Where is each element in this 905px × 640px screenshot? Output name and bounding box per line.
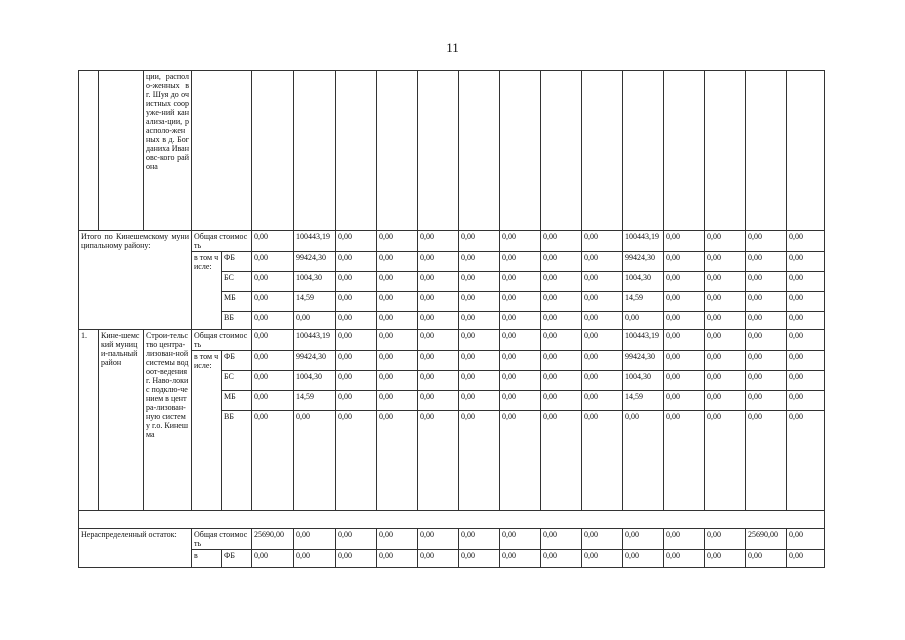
value-cell: 0,00	[377, 529, 418, 550]
value-cell: 0,00	[459, 391, 500, 411]
value-cell: 0,00	[377, 411, 418, 511]
value-cell: 0,00	[746, 272, 787, 292]
table-row	[79, 529, 825, 550]
cost-label-cell	[192, 71, 252, 231]
value-cell: 0,00	[664, 330, 705, 351]
value-cell: 0,00	[418, 351, 459, 371]
value-cell: 0,00	[582, 231, 623, 252]
value-cell: 0,00	[623, 411, 664, 511]
value-cell: 25690,00	[746, 529, 787, 550]
value-cell: 0,00	[541, 529, 582, 550]
value-cell: 0,00	[664, 292, 705, 312]
number-cell: 1.	[79, 330, 99, 511]
value-cell: 0,00	[705, 272, 746, 292]
value-cell: 0,00	[500, 391, 541, 411]
value-cell: 0,00	[252, 351, 294, 371]
value-cell: 0,00	[541, 330, 582, 351]
value-cell: 0,00	[500, 411, 541, 511]
value-cell: 1004,30	[294, 272, 336, 292]
value-cell: 0,00	[500, 292, 541, 312]
value-cell: 0,00	[252, 411, 294, 511]
value-cell: 0,00	[541, 252, 582, 272]
group-title-cell: Итого по Кинешемскому муниципальному району:	[79, 231, 192, 330]
value-cell	[377, 71, 418, 231]
subtotal-label-cell: в том числе:	[192, 351, 222, 511]
value-cell	[294, 71, 336, 231]
value-cell: 0,00	[705, 292, 746, 312]
value-cell: 14,59	[623, 391, 664, 411]
value-cell: 0,00	[418, 252, 459, 272]
value-cell: 0,00	[664, 231, 705, 252]
value-cell: 0,00	[623, 312, 664, 330]
value-cell: 0,00	[787, 351, 825, 371]
value-cell: 0,00	[746, 391, 787, 411]
value-cell: 0,00	[705, 550, 746, 568]
value-cell: 0,00	[459, 371, 500, 391]
value-cell: 0,00	[664, 411, 705, 511]
value-cell: 0,00	[787, 272, 825, 292]
value-cell: 0,00	[746, 371, 787, 391]
value-cell: 0,00	[418, 231, 459, 252]
value-cell: 0,00	[377, 351, 418, 371]
value-cell	[664, 71, 705, 231]
number-cell	[79, 71, 99, 231]
value-cell	[705, 71, 746, 231]
value-cell: 0,00	[336, 231, 377, 252]
funding-source-cell: ФБ	[222, 351, 252, 371]
value-cell: 0,00	[705, 231, 746, 252]
value-cell: 0,00	[252, 312, 294, 330]
value-cell: 0,00	[418, 330, 459, 351]
value-cell: 0,00	[336, 330, 377, 351]
value-cell: 0,00	[582, 252, 623, 272]
value-cell: 0,00	[377, 312, 418, 330]
value-cell: 0,00	[336, 529, 377, 550]
value-cell	[500, 71, 541, 231]
funding-source-cell: МБ	[222, 292, 252, 312]
value-cell: 0,00	[500, 330, 541, 351]
value-cell: 0,00	[746, 231, 787, 252]
value-cell: 0,00	[336, 371, 377, 391]
value-cell: 0,00	[787, 550, 825, 568]
value-cell: 0,00	[500, 351, 541, 371]
value-cell: 0,00	[705, 351, 746, 371]
funding-source-cell: БС	[222, 272, 252, 292]
value-cell: 0,00	[418, 391, 459, 411]
value-cell: 0,00	[664, 312, 705, 330]
value-cell: 0,00	[582, 351, 623, 371]
value-cell: 0,00	[377, 391, 418, 411]
value-cell: 0,00	[541, 292, 582, 312]
value-cell: 0,00	[705, 529, 746, 550]
value-cell: 0,00	[459, 330, 500, 351]
value-cell: 0,00	[252, 391, 294, 411]
funding-source-cell: ФБ	[222, 550, 252, 568]
value-cell: 0,00	[787, 391, 825, 411]
object-name-cell: ции, располо-женных в г. Шуя до очистных сооруже-ний канализа-ции, располо-женных в д. Богданиха Ивановс-кого района	[144, 71, 192, 231]
value-cell: 0,00	[336, 550, 377, 568]
cost-label-cell: Общая стоимость	[192, 529, 252, 550]
value-cell	[582, 71, 623, 231]
value-cell: 0,00	[459, 529, 500, 550]
value-cell: 0,00	[582, 312, 623, 330]
value-cell: 0,00	[541, 391, 582, 411]
value-cell: 0,00	[459, 292, 500, 312]
value-cell: 0,00	[418, 272, 459, 292]
value-cell: 0,00	[252, 231, 294, 252]
value-cell: 0,00	[377, 292, 418, 312]
value-cell: 0,00	[746, 292, 787, 312]
value-cell: 0,00	[418, 312, 459, 330]
value-cell: 0,00	[294, 411, 336, 511]
value-cell: 0,00	[787, 411, 825, 511]
value-cell: 100443,19	[623, 231, 664, 252]
value-cell: 0,00	[582, 529, 623, 550]
value-cell: 14,59	[294, 292, 336, 312]
value-cell: 0,00	[336, 312, 377, 330]
value-cell: 0,00	[336, 252, 377, 272]
value-cell: 100443,19	[623, 330, 664, 351]
district-cell	[99, 71, 144, 231]
value-cell: 1004,30	[623, 371, 664, 391]
value-cell: 0,00	[746, 411, 787, 511]
value-cell: 0,00	[623, 529, 664, 550]
value-cell: 0,00	[541, 550, 582, 568]
value-cell: 0,00	[787, 529, 825, 550]
value-cell: 0,00	[582, 330, 623, 351]
value-cell: 0,00	[705, 371, 746, 391]
value-cell: 0,00	[252, 272, 294, 292]
value-cell: 0,00	[787, 252, 825, 272]
value-cell: 0,00	[787, 330, 825, 351]
value-cell: 0,00	[418, 411, 459, 511]
value-cell: 0,00	[705, 391, 746, 411]
district-cell: Кине-шемский муници-пальный район	[99, 330, 144, 511]
value-cell: 0,00	[459, 351, 500, 371]
table-row	[79, 71, 825, 231]
value-cell: 0,00	[377, 550, 418, 568]
funding-source-cell: ВБ	[222, 312, 252, 330]
table-body	[79, 71, 825, 568]
value-cell: 0,00	[377, 371, 418, 391]
value-cell: 0,00	[500, 550, 541, 568]
value-cell: 0,00	[500, 252, 541, 272]
document-body	[78, 70, 825, 568]
value-cell: 0,00	[746, 312, 787, 330]
value-cell: 0,00	[252, 252, 294, 272]
value-cell: 25690,00	[252, 529, 294, 550]
value-cell: 0,00	[541, 312, 582, 330]
value-cell: 0,00	[746, 252, 787, 272]
value-cell	[459, 71, 500, 231]
value-cell: 0,00	[787, 312, 825, 330]
group-title-cell: Нераспределенный остаток:	[79, 529, 192, 568]
value-cell: 0,00	[418, 529, 459, 550]
value-cell	[746, 71, 787, 231]
value-cell: 14,59	[623, 292, 664, 312]
value-cell: 0,00	[623, 550, 664, 568]
value-cell	[787, 71, 825, 231]
value-cell: 0,00	[418, 292, 459, 312]
value-cell: 0,00	[252, 330, 294, 351]
value-cell: 0,00	[664, 391, 705, 411]
cost-label-cell: Общая стоимость	[192, 231, 252, 252]
funding-source-cell: ВБ	[222, 411, 252, 511]
value-cell	[418, 71, 459, 231]
value-cell: 0,00	[377, 330, 418, 351]
value-cell: 99424,30	[623, 351, 664, 371]
value-cell: 0,00	[418, 550, 459, 568]
value-cell: 99424,30	[623, 252, 664, 272]
value-cell: 0,00	[582, 371, 623, 391]
value-cell: 0,00	[294, 312, 336, 330]
value-cell: 0,00	[377, 231, 418, 252]
value-cell: 0,00	[459, 550, 500, 568]
cost-label-cell: Общая стоимость	[192, 330, 252, 351]
value-cell: 0,00	[664, 529, 705, 550]
table-row	[79, 330, 825, 351]
value-cell: 0,00	[705, 330, 746, 351]
value-cell: 99424,30	[294, 351, 336, 371]
table-row	[79, 231, 825, 252]
value-cell: 1004,30	[294, 371, 336, 391]
value-cell: 0,00	[582, 272, 623, 292]
value-cell: 0,00	[664, 252, 705, 272]
value-cell: 0,00	[336, 351, 377, 371]
value-cell: 0,00	[459, 272, 500, 292]
value-cell: 0,00	[418, 371, 459, 391]
value-cell: 1004,30	[623, 272, 664, 292]
value-cell: 99424,30	[294, 252, 336, 272]
value-cell: 0,00	[582, 292, 623, 312]
value-cell: 0,00	[664, 550, 705, 568]
value-cell: 14,59	[294, 391, 336, 411]
funding-source-cell: БС	[222, 371, 252, 391]
value-cell: 0,00	[336, 272, 377, 292]
budget-table	[78, 70, 825, 568]
funding-source-cell: МБ	[222, 391, 252, 411]
value-cell: 100443,19	[294, 231, 336, 252]
value-cell: 0,00	[664, 371, 705, 391]
value-cell: 0,00	[252, 292, 294, 312]
value-cell: 0,00	[541, 272, 582, 292]
value-cell: 0,00	[500, 371, 541, 391]
value-cell: 0,00	[746, 330, 787, 351]
value-cell: 0,00	[500, 231, 541, 252]
value-cell: 0,00	[500, 529, 541, 550]
value-cell: 0,00	[336, 292, 377, 312]
value-cell: 0,00	[459, 231, 500, 252]
value-cell	[336, 71, 377, 231]
value-cell: 0,00	[500, 312, 541, 330]
value-cell	[623, 71, 664, 231]
object-name-cell: Строи-тельство центра-лизован-ной системы водоот-ведения г. Наво-локи с подклю-чением в центра-лизован-ную систему г.о. Кинешма	[144, 330, 192, 511]
value-cell: 0,00	[664, 272, 705, 292]
value-cell: 0,00	[705, 312, 746, 330]
spacer-cell	[79, 511, 825, 529]
value-cell: 0,00	[336, 391, 377, 411]
value-cell: 0,00	[459, 252, 500, 272]
value-cell: 0,00	[541, 351, 582, 371]
funding-source-cell: ФБ	[222, 252, 252, 272]
value-cell: 0,00	[459, 312, 500, 330]
value-cell: 0,00	[664, 351, 705, 371]
value-cell	[541, 71, 582, 231]
value-cell: 0,00	[746, 351, 787, 371]
value-cell: 0,00	[252, 550, 294, 568]
value-cell: 0,00	[541, 231, 582, 252]
value-cell: 0,00	[500, 272, 541, 292]
value-cell: 0,00	[541, 371, 582, 391]
value-cell: 0,00	[541, 411, 582, 511]
value-cell: 0,00	[336, 411, 377, 511]
value-cell	[252, 71, 294, 231]
value-cell: 0,00	[582, 411, 623, 511]
value-cell: 0,00	[377, 252, 418, 272]
subtotal-label-cell: в	[192, 550, 222, 568]
value-cell: 0,00	[459, 411, 500, 511]
value-cell: 0,00	[582, 550, 623, 568]
value-cell: 0,00	[705, 411, 746, 511]
value-cell: 0,00	[787, 292, 825, 312]
value-cell: 100443,19	[294, 330, 336, 351]
value-cell: 0,00	[294, 529, 336, 550]
value-cell: 0,00	[582, 391, 623, 411]
value-cell: 0,00	[787, 231, 825, 252]
value-cell: 0,00	[377, 272, 418, 292]
value-cell: 0,00	[787, 371, 825, 391]
value-cell: 0,00	[294, 550, 336, 568]
value-cell: 0,00	[252, 371, 294, 391]
value-cell: 0,00	[746, 550, 787, 568]
page-number: 11	[446, 40, 459, 55]
table-row	[79, 511, 825, 529]
value-cell: 0,00	[705, 252, 746, 272]
subtotal-label-cell: в том числе:	[192, 252, 222, 330]
